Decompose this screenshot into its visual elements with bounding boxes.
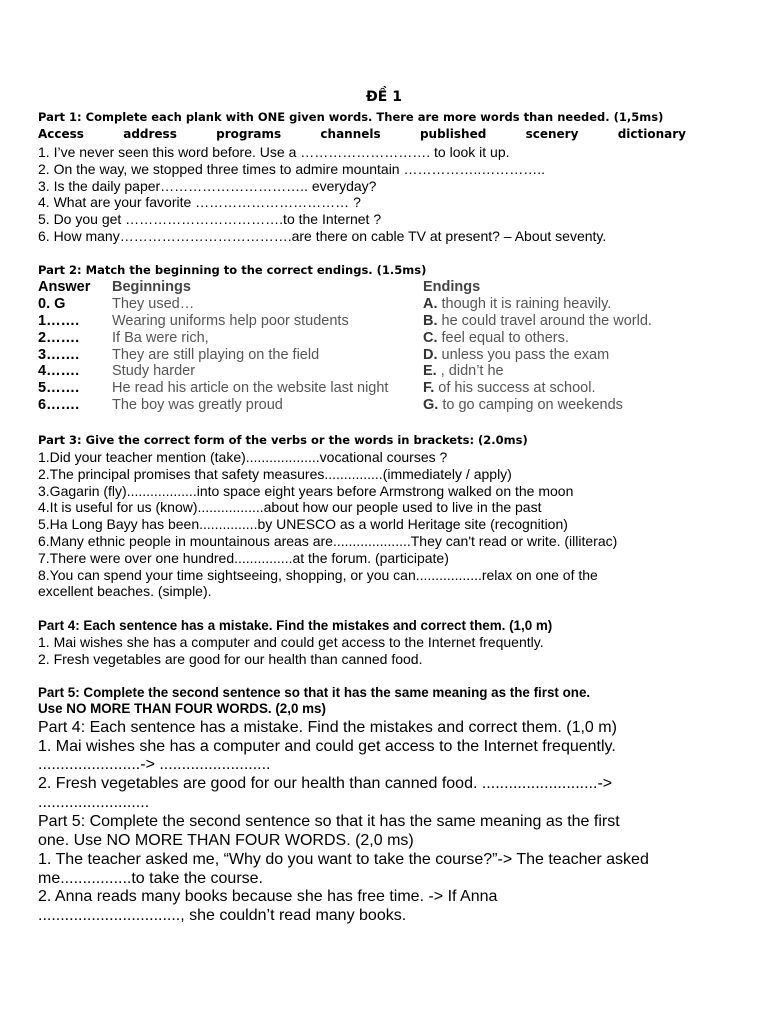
answer-cell: 2……. [38,330,80,346]
part1-question: 5. Do you get …………………………….to the Internet ? [38,211,382,227]
ending-text: he could travel around the world. [437,313,652,329]
ending-cell [423,380,595,396]
ending-letter: E. [423,363,437,379]
ending-text: unless you pass the exam [437,347,610,363]
ending-letter: C. [423,330,438,346]
repeat-line: 1. The teacher asked me, “Why do you want to take the course?”-> The teacher asked [38,851,649,868]
word-bank-item: published [419,127,487,141]
ending-text: though it is raining heavily. [437,296,612,312]
repeat-line: 2. Fresh vegetables are good for our health than canned food. ..........................-> [38,775,613,792]
word-bank [38,127,686,141]
repeat-answer-blank: ......................... [38,794,150,811]
repeat-line: 2. Anna reads many books because she has free time. -> If Anna [38,888,498,905]
part1-question: 4. What are your favorite …………………………… ? [38,194,361,210]
ending-text: of his success at school. [434,380,596,396]
repeat-line: one. Use NO MORE THAN FOUR WORDS. (2,0 ms) [38,832,414,849]
page-title: ĐỀ 1 [366,89,402,105]
repeat-line: ................................, she couldn’t read many books. [38,907,407,924]
part1-question: 1. I’ve never seen this word before. Use a ………………………. to look it up. [38,144,510,160]
word-bank-item: address [123,127,177,141]
beginning-cell: The boy was greatly proud [112,397,283,413]
ending-letter: B. [423,313,438,329]
part1-question: 2. On the way, we stopped three times to admire mountain ……………..………….. [38,161,546,177]
repeat-line: 1. Mai wishes she has a computer and could get access to the Internet frequently. [38,738,616,755]
ending-cell [423,313,652,329]
ending-letter: D. [423,347,438,363]
ending-cell [423,363,504,379]
part5-heading-continued: Use NO MORE THAN FOUR WORDS. (2,0 ms) [38,701,326,716]
ending-cell [423,296,611,312]
answer-cell: 3……. [38,347,80,363]
part3-question: 3.Gagarin (fly)..................into space eight years before Armstrong walked on the moon [38,483,574,499]
answer-cell: 0. G [38,296,66,312]
part3-question: 8.You can spend your time sightseeing, shopping, or you can.................relax on one of the [38,567,598,583]
part3-question: 1.Did your teacher mention (take)...................vocational courses ? [38,449,448,465]
ending-letter: F. [423,380,435,396]
part4-question: 1. Mai wishes she has a computer and could get access to the Internet frequently. [38,634,544,650]
part3-question: 7.There were over one hundred...............at the forum. (participate) [38,550,449,566]
word-bank-item: dictionary [617,127,686,141]
repeat-answer-blank: .......................-> ......................... [38,756,271,773]
part4-heading: Part 4: Each sentence has a mistake. Find the mistakes and correct them. (1,0 m) [38,618,553,633]
repeat-line: Part 5: Complete the second sentence so that it has the same meaning as the first [38,813,620,830]
beginning-cell: They are still playing on the field [112,347,320,363]
part3-question: 5.Ha Long Bayy has been...............by UNESCO as a world Heritage site (recognition) [38,516,568,532]
beginnings-header: Beginnings [112,279,191,295]
beginning-cell: They used… [112,296,195,312]
endings-header: Endings [423,279,481,295]
word-bank-item: channels [320,127,381,141]
ending-cell [423,330,569,346]
ending-cell [423,347,609,363]
repeat-line: me................to take the course. [38,870,263,887]
answer-cell: 5……. [38,380,80,396]
part3-question: 6.Many ethnic people in mountainous areas are....................They can't read or write. (illiterac) [38,533,618,549]
part2-heading: Part 2: Match the beginning to the correct endings. (1.5ms) [38,263,427,277]
word-bank-item: scenery [525,127,579,141]
part5-heading: Part 5: Complete the second sentence so that it has the same meaning as the first one. [38,685,591,700]
part1-question: 6. How many……………………………….are there on cable TV at present? – About seventy. [38,228,607,244]
answer-cell: 4……. [38,363,80,379]
answer-cell: 1……. [38,313,80,329]
part3-question: 4.It is useful for us (know).................about how our people used to live in the past [38,499,542,515]
ending-letter: A. [423,296,438,312]
beginning-cell: If Ba were rich, [112,330,209,346]
part1-question: 3. Is the daily paper………………………….. everyday? [38,178,377,194]
answer-cell: 6……. [38,397,80,413]
beginning-cell: Wearing uniforms help poor students [112,313,349,329]
part1-heading: Part 1: Complete each plank with ONE given words. There are more words than needed. (1,5ms) [38,110,664,124]
ending-text: feel equal to others. [437,330,569,346]
ending-letter: G. [423,397,439,413]
answer-header: Answer [38,279,91,295]
ending-text: to go camping on weekends [438,397,623,413]
part3-heading: Part 3: Give the correct form of the verbs or the words in brackets: (2.0ms) [38,433,528,447]
word-bank-item: Access [38,127,84,141]
part3-question-continued: excellent beaches. (simple). [38,583,212,599]
word-bank-item: programs [216,127,282,141]
beginning-cell: Study harder [112,363,196,379]
repeat-line: Part 4: Each sentence has a mistake. Find the mistakes and correct them. (1,0 m) [38,719,617,736]
part3-question: 2.The principal promises that safety measures...............(immediately / apply) [38,466,512,482]
ending-text: , didn’t he [436,363,504,379]
beginning-cell: He read his article on the website last night [112,380,389,396]
ending-cell [423,397,623,413]
part4-question: 2. Fresh vegetables are good for our health than canned food. [38,651,423,667]
